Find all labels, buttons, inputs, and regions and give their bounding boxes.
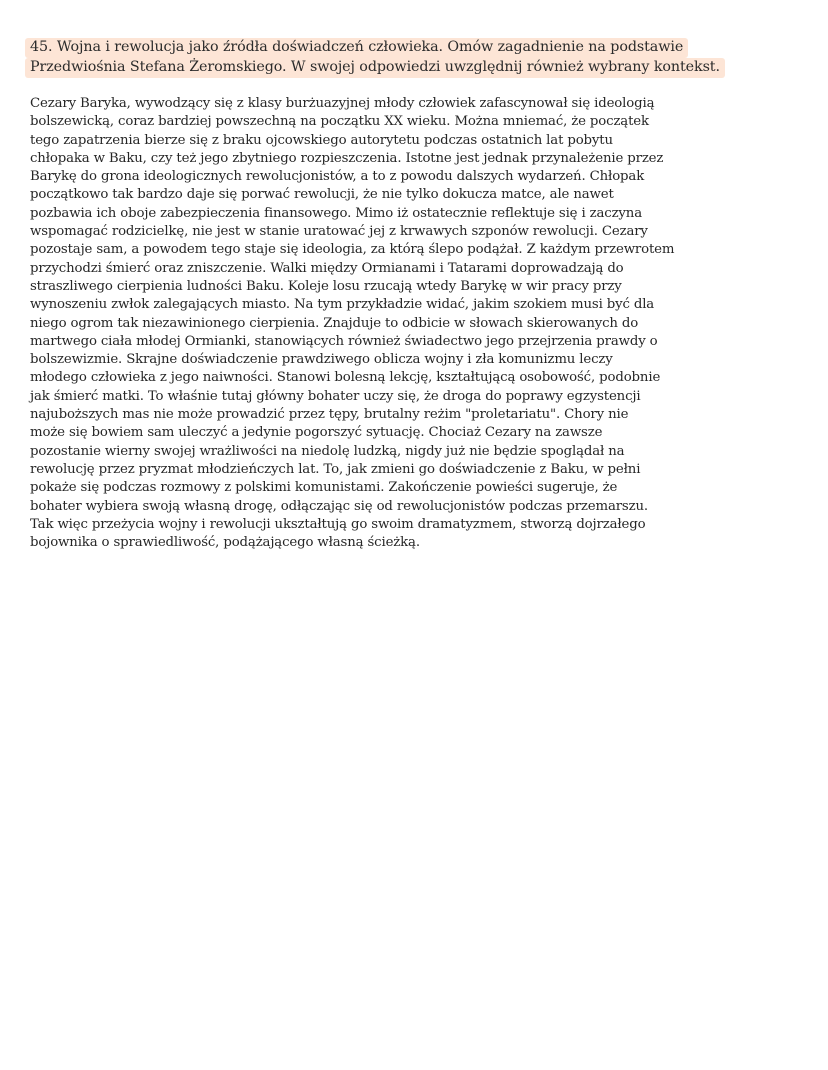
- answer-line: niego ogrom tak niezawinionego cierpienia. Znajduje to odbicie w słowach skierowanych do: [30, 315, 639, 331]
- answer-line: bolszewicką, coraz bardziej powszechną na początku XX wieku. Można mniemać, że początek: [30, 114, 649, 130]
- answer-line: przychodzi śmierć oraz zniszczenie. Walki między Ormianami i Tatarami doprowadzają do: [30, 260, 624, 276]
- answer-line: Tak więc przeżycia wojny i rewolucji ukształtują go swoim dramatyzmem, stworzą dojrzałego: [30, 516, 646, 532]
- answer-line: pozostaje sam, a powodem tego staje się ideologia, za którą ślepo podążał. Z każdym przewrotem: [30, 242, 675, 258]
- answer-line: wynoszeniu zwłok zalegających miasto. Na tym przykładzie widać, jakim szokiem musi być dla: [30, 297, 655, 313]
- answer-line: Barykę do grona ideologicznych rewolucjonistów, a to z powodu dalszych wydarzeń. Chłopak: [30, 169, 645, 185]
- answer-line: jak śmierć matki. To właśnie tutaj główny bohater uczy się, że droga do poprawy egzystencji: [30, 388, 641, 404]
- answer-line: tego zapatrzenia bierze się z braku ojcowskiego autorytetu podczas ostatnich lat pobytu: [30, 132, 613, 148]
- answer-line: najuboższych mas nie może prowadzić przez tępy, brutalny reżim "proletariatu". Chory nie: [30, 407, 629, 423]
- answer-line: straszliwego cierpienia ludności Baku. Koleje losu rzucają wtedy Barykę w wir pracy przy: [30, 278, 622, 294]
- question-prompt: [25, 38, 805, 78]
- answer-line: bolszewizmie. Skrajne doświadczenie prawdziwego oblicza wojny i zła komunizmu leczy: [30, 352, 613, 368]
- answer-line: pozbawia ich oboje zabezpieczenia finansowego. Mimo iż ostatecznie reflektuje się i zaczyna: [30, 205, 642, 221]
- question-line: Przedwiośnia Stefana Żeromskiego. W swojej odpowiedzi uwzględnij również wybrany kontekst.: [25, 58, 725, 78]
- answer-line: może się bowiem sam uleczyć a jedynie pogorszyć sytuację. Chociaż Cezary na zawsze: [30, 425, 603, 441]
- answer-line: wspomagać rodzicielkę, nie jest w stanie uratować jej z krwawych szponów rewolucji. Cezary: [30, 224, 648, 240]
- answer-line: rewolucję przez pryzmat młodzieńczych lat. To, jak zmieni go doświadczenie z Baku, w pełni: [30, 461, 641, 477]
- answer-line: pozostanie wierny swojej wrażliwości na niedolę ludzką, nigdy już nie będzie spoglądał na: [30, 443, 625, 459]
- answer-line: bojownika o sprawiedliwość, podążającego własną ścieżką.: [30, 535, 420, 551]
- answer-text: [30, 95, 810, 552]
- question-line: 45. Wojna i rewolucja jako źródła doświadczeń człowieka. Omów zagadnienie na podstawie: [25, 38, 688, 58]
- answer-line: Cezary Baryka, wywodzący się z klasy burżuazyjnej młody człowiek zafascynował się ideologią: [30, 96, 655, 111]
- answer-line: bohater wybiera swoją własną drogę, odłączając się od rewolucjonistów podczas przemarszu.: [30, 498, 648, 514]
- answer-line: młodego człowieka z jego naiwności. Stanowi bolesną lekcję, kształtującą osobowość, podobnie: [30, 370, 661, 386]
- answer-line: początkowo tak bardzo daje się porwać rewolucji, że nie tylko dokucza matce, ale nawet: [30, 187, 614, 203]
- answer-line: chłopaka w Baku, czy też jego zbytniego rozpieszczenia. Istotne jest jednak przynależenie przez: [30, 150, 664, 166]
- answer-line: pokaże się podczas rozmowy z polskimi komunistami. Zakończenie powieści sugeruje, że: [30, 480, 618, 496]
- answer-line: martwego ciała młodej Ormianki, stanowiących również świadectwo jego przejrzenia prawdy o: [30, 333, 658, 349]
